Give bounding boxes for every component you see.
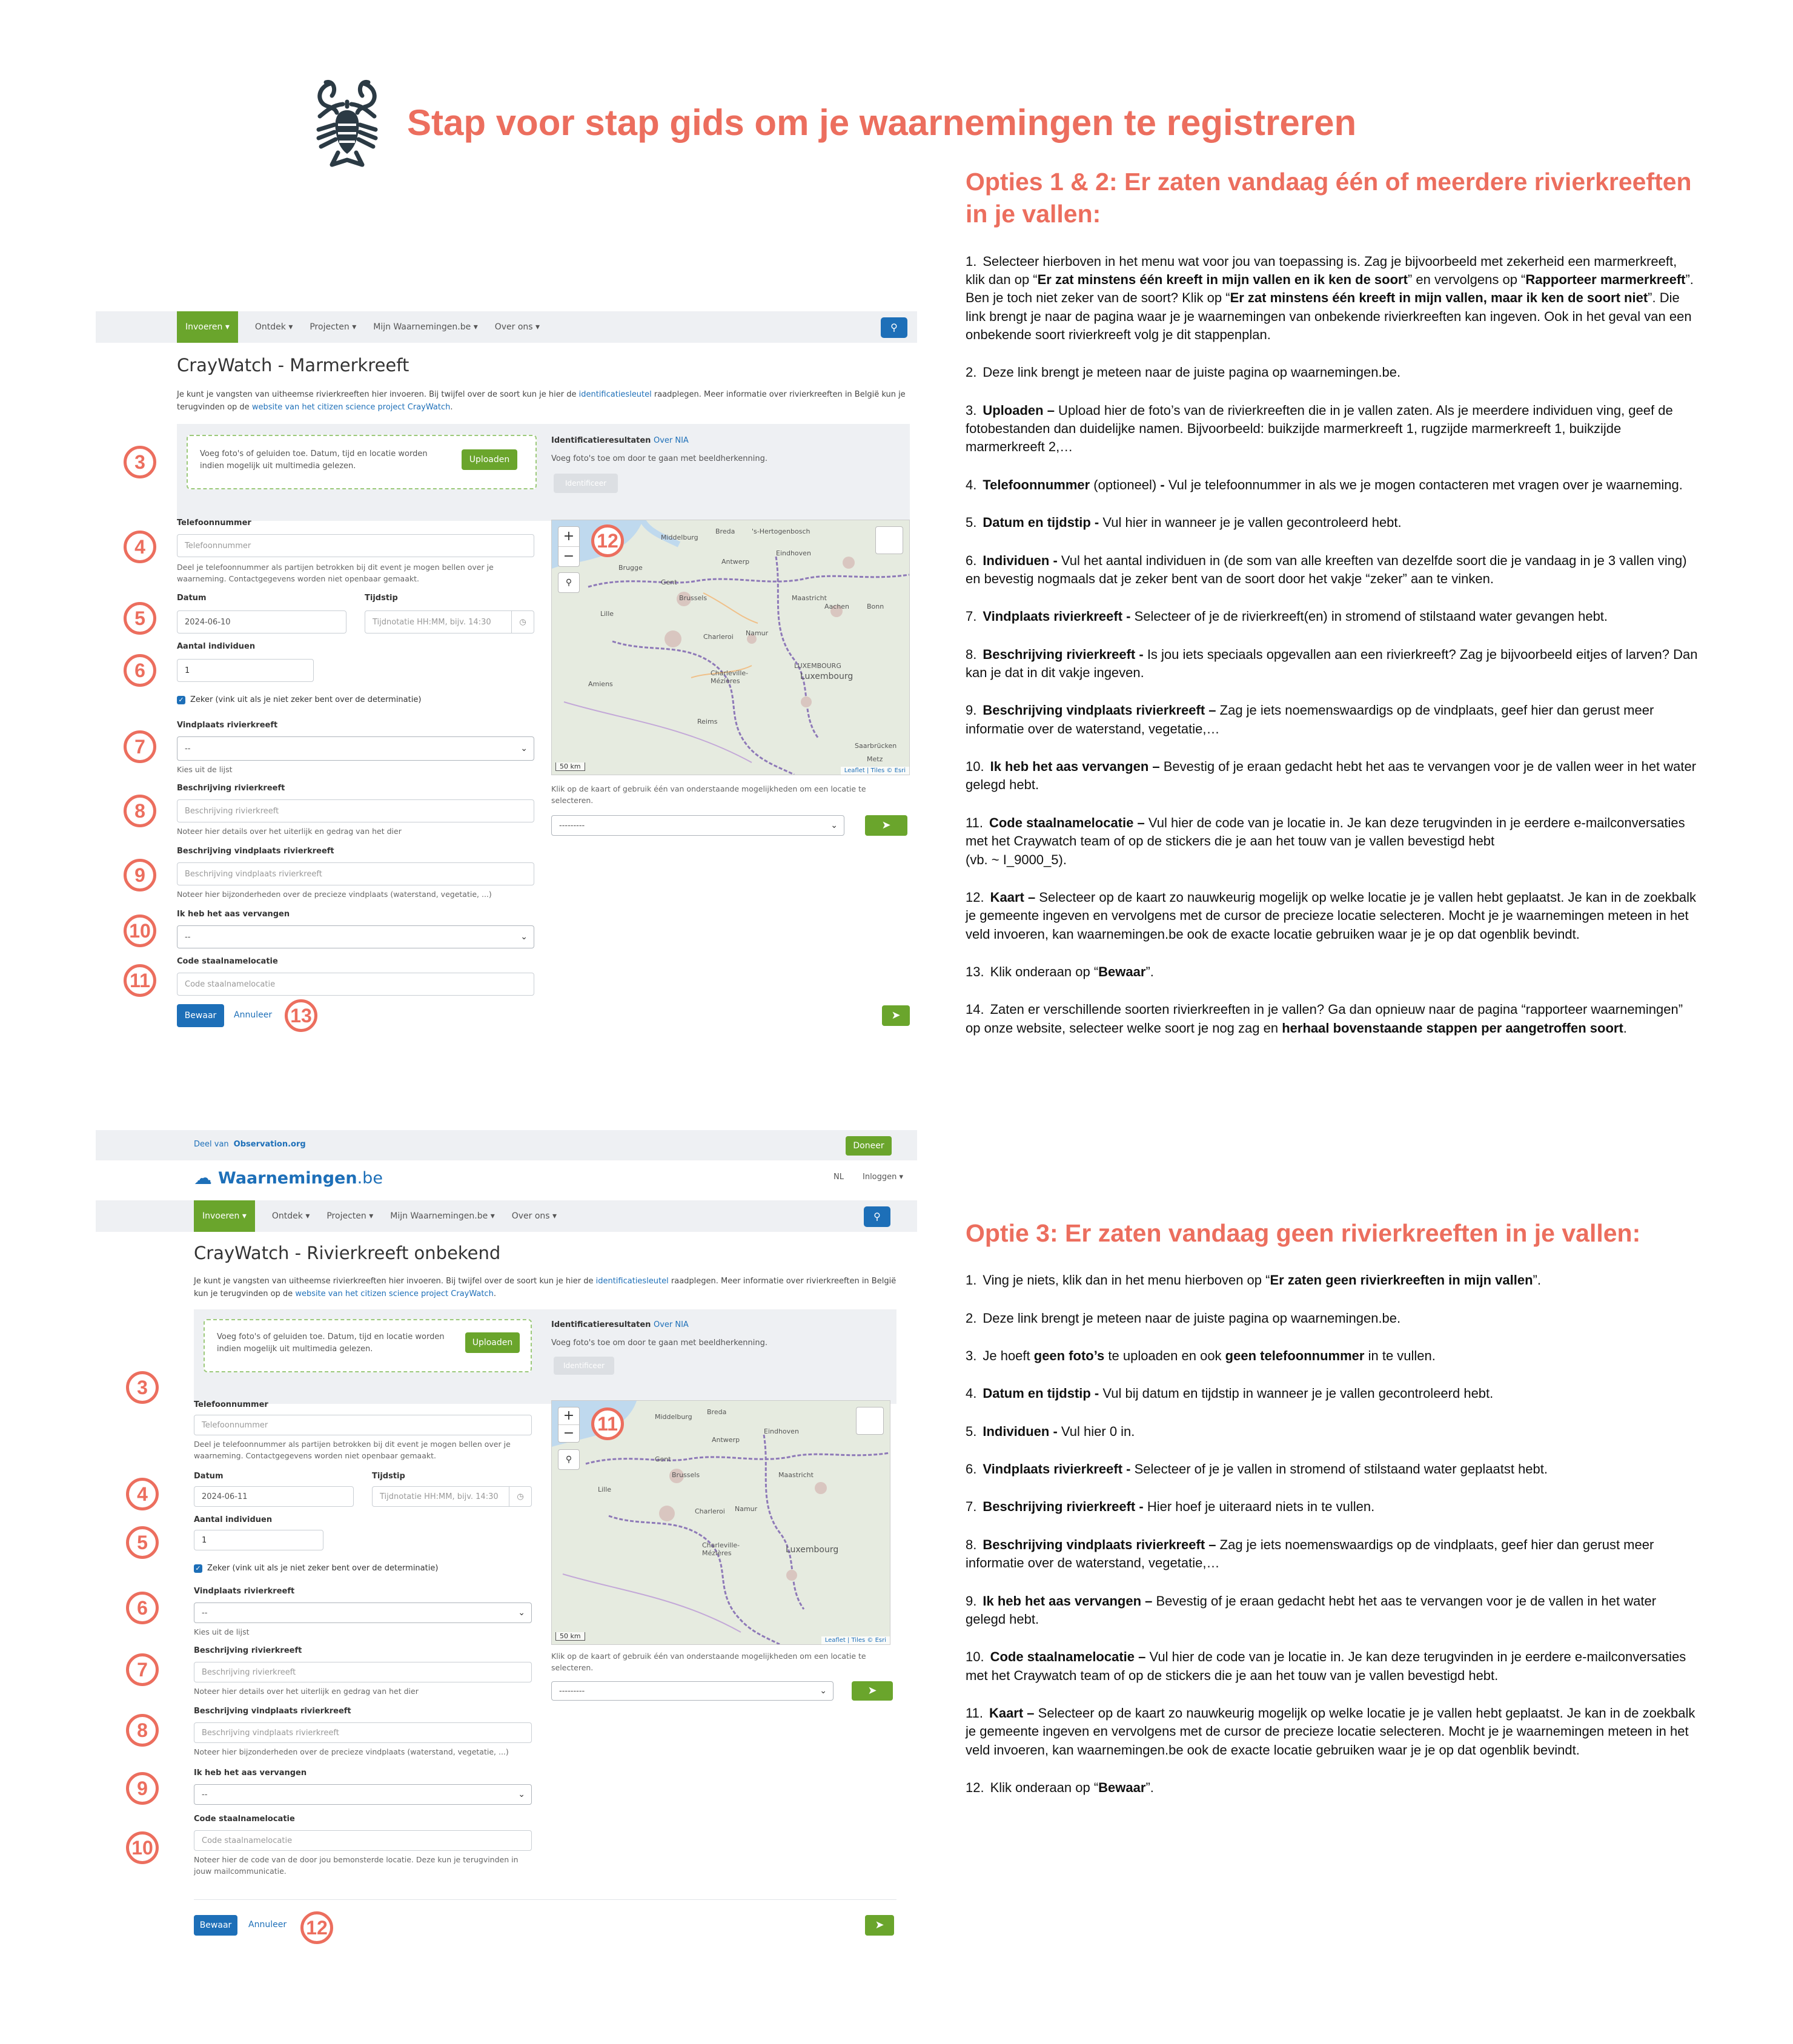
instruction-text: Deze link brengt je meteen naar de juiste pagina op waarnemingen.be. [983, 365, 1401, 380]
phone-help: Deel je telefoonnummer als partijen betrokken bij dit event je mogen bellen over je waarneming. Contactgegevens worden niet openbaar gemaakt. [194, 1440, 511, 1460]
desc-label: Beschrijving rivierkreeft [194, 1646, 302, 1655]
instruction-number: 8. [966, 646, 977, 662]
intro-text [177, 389, 910, 414]
identification-key-link[interactable]: identificatiesleutel [595, 1277, 669, 1286]
chevron-down-icon: ⌄ [520, 932, 528, 942]
step-badge: 9 [126, 1772, 159, 1805]
observation-org-link[interactable]: Observation.org [233, 1140, 306, 1149]
location-arrow-icon[interactable]: ➤ [852, 1681, 893, 1701]
step-badge: 12 [300, 1911, 333, 1944]
step-badge: 6 [124, 654, 156, 687]
map-label: Middelburg [661, 534, 698, 541]
map-attribution[interactable]: Leaflet | Tiles © Esri [841, 767, 909, 775]
instruction-item [966, 1536, 1700, 1573]
instruction-text: Code staalnamelocatie – Vul hier de code van je locatie in. Je kan deze terugvinden in je eerdere e-mailconversaties met het Craywatch team of op de stickers die je aan het touw van je vallen bevestigd hebt (vb. ~ I_9000_5). [966, 815, 1685, 867]
map-attribution[interactable]: Leaflet | Tiles © Esri [821, 1636, 890, 1644]
instruction-number: 8. [966, 1536, 977, 1552]
instruction-text: Ik heb het aas vervangen – Bevestig of je eraan gedacht hebt het aas te vervangen voor je de vallen weer in het water gelegd hebt. [966, 759, 1697, 793]
zoom-control [558, 1407, 580, 1443]
intro-text [194, 1275, 896, 1301]
sure-label: Zeker (vink uit als je niet zeker bent over de determinatie) [207, 1564, 439, 1573]
instruction-number: 1. [966, 253, 977, 269]
map-label: Luxembourg [786, 1545, 839, 1555]
map-label: 's-Hertogenbosch [752, 528, 810, 535]
instruction-number: 12. [966, 889, 984, 905]
map-label: Breda [707, 1408, 727, 1416]
map-label: Luxembourg [800, 672, 853, 681]
upload-button[interactable]: Uploaden [462, 449, 517, 470]
code-label: Code staalnamelocatie [194, 1814, 295, 1824]
intro-part: raadplegen. Meer informatie over rivierkreeften in België kun je terugvinden op de [177, 390, 906, 412]
map-label: Namur [735, 1505, 758, 1513]
zoom-in-button[interactable]: + [558, 527, 579, 547]
step-badge: 4 [126, 1478, 159, 1510]
section-2-heading: Optie 3: Er zaten vandaag geen rivierkreeften in je vallen: [966, 1219, 1641, 1247]
map-search-icon[interactable]: ⚲ [558, 572, 580, 593]
code-label: Code staalnamelocatie [177, 957, 278, 966]
step-badge: 3 [126, 1371, 159, 1404]
time-label: Tijdstip [372, 1472, 405, 1481]
instruction-item [966, 514, 1700, 532]
instruction-text: Individuen - Vul het aantal individuen in (de som van alle kreeften van dezelfde soort die je vandaag in je 3 vallen ving) en bevestig nogmaals dat je zeker bent van de soort door het vakje “zeker” aan te vinken. [966, 552, 1687, 586]
instruction-item [966, 1460, 1700, 1478]
instruction-number: 3. [966, 402, 977, 418]
instruction-number: 12. [966, 1780, 984, 1796]
step-badge: 7 [124, 730, 156, 763]
intro-part: Je kunt je vangsten van uitheemse rivierkreeften hier invoeren. Bij twijfel over de soort kun je hier de [194, 1277, 596, 1286]
site-help: Kies uit de lijst [194, 1627, 250, 1636]
phone-label: Telefoonnummer [194, 1400, 268, 1409]
divider [194, 1899, 896, 1900]
instruction-number: 2. [966, 365, 977, 380]
instruction-item [966, 402, 1700, 457]
form-title: CrayWatch - Rivierkreeft onbekend [194, 1243, 501, 1263]
sitedesc-help: Noteer hier bijzonderheden over de precieze vindplaats (waterstand, vegetatie, ...) [177, 890, 492, 899]
donate-button[interactable]: Doneer [846, 1136, 892, 1156]
over-nia-link[interactable]: Over NIA [653, 1320, 689, 1329]
location-arrow-icon[interactable]: ➤ [882, 1005, 910, 1026]
instruction-item [966, 701, 1700, 738]
chevron-down-icon: ⌄ [830, 821, 838, 830]
chevron-down-icon: ⌄ [518, 1790, 525, 1799]
crayfish-icon [308, 78, 386, 168]
instruction-text: Code staalnamelocatie – Vul hier de code van je locatie in. Je kan deze terugvinden in je eerdere e-mailconversaties met het Craywatch team of op de stickers die je aan het touw van je vallen bevestigd hebt. [966, 1649, 1686, 1683]
site-select-value: -- [185, 744, 191, 753]
time-input[interactable] [365, 610, 534, 633]
nav-over-ons[interactable]: Over ons ▾ [494, 322, 540, 332]
instruction-number: 6. [966, 552, 977, 568]
sitedesc-input[interactable]: Beschrijving vindplaats rivierkreeft [177, 862, 534, 885]
page-title: Stap voor stap gids om je waarnemingen te registreren [407, 102, 1357, 143]
map-label: Breda [715, 528, 735, 535]
instruction-text: Vindplaats rivierkreeft - Selecteer of je de rivierkreeft(en) in stromend of stilstaand water gevangen hebt. [983, 609, 1608, 624]
map-scale: 50 km [555, 1632, 585, 1641]
instruction-text: Klik onderaan op “Bewaar”. [990, 964, 1154, 979]
date-input[interactable]: 2024-06-10 [177, 610, 346, 633]
instruction-text: Datum en tijdstip - Vul hier in wanneer je je vallen gecontroleerd hebt. [983, 515, 1402, 531]
nav-mijn-waarnemingen[interactable]: Mijn Waarnemingen.be ▾ [373, 322, 478, 332]
chevron-down-icon: ⌄ [820, 1686, 827, 1696]
instruction-item [966, 1779, 1700, 1797]
ident-heading [551, 1320, 689, 1329]
nav-projecten[interactable]: Projecten ▾ [326, 1211, 374, 1221]
phone-input[interactable]: Telefoonnummer [194, 1415, 532, 1435]
desc-help: Noteer hier details over het uiterlijk en gedrag van het dier [177, 827, 402, 836]
part-of-text: Deel van [194, 1140, 229, 1149]
instruction-item [966, 814, 1700, 869]
navbar [96, 311, 917, 343]
sure-label: Zeker (vink uit als je niet zeker bent over de determinatie) [190, 695, 422, 704]
chevron-down-icon: ⌄ [518, 1608, 525, 1618]
layers-icon[interactable] [856, 1407, 884, 1435]
brand-tld: .be [357, 1169, 383, 1188]
instruction-number: 5. [966, 515, 977, 531]
instruction-item [966, 476, 1700, 494]
chevron-down-icon: ⌄ [520, 744, 528, 753]
instruction-number: 11. [966, 815, 983, 830]
instruction-item [966, 607, 1700, 626]
nav-projecten[interactable]: Projecten ▾ [310, 322, 357, 332]
desc-input[interactable]: Beschrijving rivierkreeft [194, 1662, 532, 1682]
site-help: Kies uit de lijst [177, 765, 233, 774]
instruction-text: Telefoonnummer (optioneel) - Vul je telefoonnummer in als we je mogen contacteren met vragen over je waarneming. [983, 477, 1683, 492]
site-select-value: -- [202, 1608, 208, 1618]
step-badge: 8 [126, 1714, 159, 1747]
date-label: Datum [194, 1472, 224, 1481]
map-label: Brussels [679, 594, 708, 602]
search-icon[interactable]: ⚲ [881, 317, 907, 338]
step-badge: 6 [126, 1592, 159, 1624]
instruction-text: Beschrijving vindplaats rivierkreeft – Zag je iets noemenswaardigs op de vindplaats, geef hier dan gerust meer informatie over de waterstand, vegetatie,… [966, 1536, 1654, 1571]
ident-heading-text: Identificatieresultaten [551, 436, 651, 445]
time-placeholder: Tijdnotatie HH:MM, bijv. 14:30 [380, 1492, 499, 1501]
map-label: Middelburg [655, 1413, 692, 1421]
nav-invoeren[interactable]: Invoeren ▾ [177, 311, 238, 343]
instruction-number: 4. [966, 1386, 977, 1401]
instructions-section-2 [966, 1217, 1700, 1816]
clock-icon[interactable]: ◷ [509, 1487, 531, 1506]
map-help: Klik op de kaart of gebruik één van onderstaande mogelijkheden om een locatie te selecteren. [551, 784, 866, 805]
instruction-item [966, 363, 1700, 382]
sitedesc-label: Beschrijving vindplaats rivierkreeft [194, 1707, 351, 1716]
instruction-number: 10. [966, 1649, 984, 1665]
instruction-text: Individuen - Vul hier 0 in. [983, 1423, 1135, 1439]
intro-part: Je kunt je vangsten van uitheemse rivierkreeften hier invoeren. Bij twijfel over de soort kun je hier de [177, 390, 579, 399]
map-label: Maastricht [778, 1471, 814, 1479]
instruction-item [966, 552, 1700, 589]
checkbox-checked-icon[interactable]: ✓ [177, 696, 185, 704]
instruction-text: Je hoeft geen foto’s te uploaden en ook geen telefoonnummer in te vullen. [983, 1348, 1436, 1364]
map-label: Maastricht [792, 594, 827, 602]
instructions-section-1 [966, 166, 1700, 1057]
instruction-text: Uploaden – Upload hier de foto’s van de rivierkreeften die in je vallen zaten. Als je meerdere individuen ving, geef de fotobestanden dan duidelijke namen. Bijvoorbeeld: buikzijde marmerkreeft 1, rugzijde marmerkreeft 1, buikzijde marmerkreeft 2,… [966, 402, 1673, 455]
step-badge: 10 [124, 915, 156, 947]
map-label: Charleroi [695, 1507, 725, 1515]
instruction-number: 13. [966, 964, 984, 979]
instruction-item [966, 1423, 1700, 1441]
map-label: Gent [661, 578, 677, 586]
cloud-icon: ☁ [194, 1168, 212, 1189]
location-arrow-icon[interactable]: ➤ [865, 1915, 894, 1936]
ident-heading-text: Identificatieresultaten [551, 1320, 651, 1329]
map-label: Eindhoven [776, 549, 811, 557]
instruction-text: Zaten er verschillende soorten rivierkreeften in je vallen? Ga dan opnieuw naar de pagina “rapporteer waarnemingen” op onze website, selecteer welke soort je nog zag en herhaal bovenstaande stappen per aangetroffen soort. [966, 1002, 1683, 1036]
step-badge: 7 [126, 1653, 159, 1686]
time-placeholder: Tijdnotatie HH:MM, bijv. 14:30 [373, 617, 491, 627]
map-label: Eindhoven [764, 1427, 799, 1435]
count-label: Aantal individuen [194, 1515, 273, 1524]
zoom-control [558, 526, 580, 567]
cancel-link[interactable]: Annuleer [248, 1920, 287, 1930]
site-label: Vindplaats rivierkreeft [177, 721, 278, 730]
cancel-link[interactable]: Annuleer [234, 1010, 273, 1020]
identify-button[interactable]: Identificeer [554, 1357, 614, 1375]
instruction-number: 9. [966, 703, 977, 718]
sitedesc-input[interactable]: Beschrijving vindplaats rivierkreeft [194, 1722, 532, 1743]
instruction-number: 7. [966, 1499, 977, 1515]
login-menu[interactable]: Inloggen ▾ [863, 1172, 904, 1182]
count-input[interactable]: 1 [194, 1530, 323, 1550]
intro-part: . [493, 1289, 496, 1298]
instruction-text: Beschrijving vindplaats rivierkreeft – Zag je iets noemenswaardigs op de vindplaats, geef hier dan gerust meer informatie over de waterstand, vegetatie,… [966, 703, 1654, 736]
instruction-number: 11. [966, 1705, 983, 1721]
code-input[interactable]: Code staalnamelocatie [194, 1830, 532, 1851]
map-label: LUXEMBOURG [794, 662, 841, 670]
instruction-text: Ving je niets, klik dan in het menu hierboven op “Er zaten geen rivierkreeften in mijn vallen”. [983, 1272, 1541, 1288]
language-selector[interactable]: NL [834, 1172, 844, 1182]
instruction-number: 9. [966, 1593, 977, 1609]
step-badge: 5 [126, 1526, 159, 1559]
map-label: Aachen [824, 603, 850, 610]
instruction-text: Kaart – Selecteer op de kaart zo nauwkeurig mogelijk op welke locatie je je vallen hebt geplaatst. Je kan in de zoekbalk je gemeente ingeven en vervolgens met de cursor de precieze locatie selecteren. Mocht je je waarnemingen meteen in het veld invoeren, kan waarnemingen.be ook de exacte locatie gebruiken waar je je op dat ogenblik bevindt. [966, 1705, 1695, 1758]
step-badge: 13 [285, 999, 317, 1032]
instruction-text: Kaart – Selecteer op de kaart zo nauwkeurig mogelijk op welke locatie je je vallen hebt geplaatst. Je kan in de zoekbalk je gemeente ingeven en vervolgens met de cursor de precieze locatie selecteren. Mocht je je waarnemingen meteen in het veld invoeren, kan waarnemingen.be ook de exacte locatie gebruiken waar je je op dat ogenblik bevindt. [966, 889, 1697, 942]
map-label: Gent [655, 1455, 671, 1463]
nav-ontdek[interactable]: Ontdek ▾ [271, 1211, 310, 1221]
instruction-item [966, 963, 1700, 981]
instruction-number: 2. [966, 1310, 977, 1326]
ident-text: Voeg foto's toe om door te gaan met beeldherkenning. [551, 1338, 767, 1348]
instruction-text: Vindplaats rivierkreeft - Selecteer of je je vallen in stromend of stilstaand water geplaatst hebt. [983, 1461, 1548, 1477]
sure-checkbox[interactable] [177, 695, 421, 704]
nav-invoeren[interactable]: Invoeren ▾ [194, 1200, 255, 1232]
bait-select-value: -- [185, 932, 191, 942]
instruction-text: Datum en tijdstip - Vul bij datum en tijdstip in wanneer je je vallen gecontroleerd hebt. [983, 1386, 1494, 1401]
sure-checkbox[interactable] [194, 1564, 438, 1573]
search-icon[interactable]: ⚲ [864, 1206, 890, 1227]
step-badge: 10 [126, 1831, 159, 1864]
instruction-number: 3. [966, 1348, 977, 1364]
instruction-text: Deze link brengt je meteen naar de juiste pagina op waarnemingen.be. [983, 1310, 1401, 1326]
instruction-item [966, 1648, 1700, 1685]
time-label: Tijdstip [365, 594, 398, 603]
screenshot-marmerkreeft-form [96, 311, 917, 1038]
desc-help: Noteer hier details over het uiterlijk en gedrag van het dier [194, 1687, 419, 1696]
step-badge: 8 [124, 795, 156, 827]
map-label: Charleroi [703, 633, 734, 641]
count-label: Aantal individuen [177, 642, 256, 651]
location-arrow-icon[interactable]: ➤ [865, 815, 907, 836]
instruction-list-1 [966, 253, 1700, 1037]
brand-logo[interactable] [194, 1168, 383, 1189]
instruction-text: Selecteer hierboven in het menu wat voor jou van toepassing is. Zag je bijvoorbeeld met zekerheid een marmerkreeft, klik dan op “Er zat minstens één kreeft in mijn vallen en ik ken de soort” en vervolgens op “Rapporteer marmerkreeft”. Ben je toch niet zeker van de soort? Klik op “Er zat minstens één kreeft in mijn vallen, maar ik ken de soort niet”. Die link brengt je naar de pagina waar je je waarnemingen van onbekende rivierkreeften kan ingeven. Ook in het geval van een onbekende soort rivierkreeft volg je dit stappenplan. [966, 253, 1694, 343]
instruction-item [966, 1498, 1700, 1516]
instruction-list-2 [966, 1271, 1700, 1797]
map-label: Brugge [618, 564, 643, 572]
code-help: Noteer hier de code van de door jou bemonsterde locatie. Deze kun je terugvinden in jouw mailcommunicatie. [194, 1855, 519, 1876]
step-badge: 5 [124, 602, 156, 635]
map-label: Charleville-Mézières [702, 1541, 740, 1557]
instruction-item [966, 1271, 1700, 1289]
navbar [96, 1200, 917, 1232]
phone-help: Deel je telefoonnummer als partijen betrokken bij dit event je mogen bellen over je waarneming. Contactgegevens worden niet openbaar gemaakt. [177, 563, 494, 583]
date-label: Datum [177, 594, 207, 603]
nav-mijn-waarnemingen[interactable]: Mijn Waarnemingen.be ▾ [390, 1211, 495, 1221]
ident-text: Voeg foto's toe om door te gaan met beeldherkenning. [551, 454, 767, 463]
instruction-item [966, 1001, 1700, 1037]
ident-heading [551, 436, 689, 445]
upload-button[interactable]: Uploaden [465, 1332, 520, 1353]
count-input[interactable]: 1 [177, 659, 314, 682]
map-label: Antwerp [712, 1436, 740, 1444]
bait-label: Ik heb het aas vervangen [194, 1768, 307, 1778]
map-help: Klik op de kaart of gebruik één van onderstaande mogelijkheden om een locatie te selecteren. [551, 1652, 866, 1672]
bait-label: Ik heb het aas vervangen [177, 910, 290, 919]
over-nia-link[interactable]: Over NIA [653, 436, 689, 445]
step-badge: 4 [124, 531, 156, 563]
instruction-number: 5. [966, 1423, 977, 1439]
site-label: Vindplaats rivierkreeft [194, 1587, 295, 1596]
map[interactable] [551, 520, 910, 775]
location-select[interactable] [551, 1681, 834, 1701]
location-select-value: --------- [559, 1686, 585, 1696]
map-label: Lille [600, 610, 614, 618]
instruction-item [966, 646, 1700, 683]
instruction-number: 14. [966, 1002, 984, 1017]
instruction-item [966, 1347, 1700, 1365]
identify-button[interactable]: Identificeer [554, 474, 618, 493]
map-label: Metz [867, 755, 883, 763]
map-label: Bonn [867, 603, 884, 610]
save-button[interactable]: Bewaar [194, 1915, 237, 1936]
section-1-heading: Opties 1 & 2: Er zaten vandaag één of meerdere rivierkreeften in je vallen: [966, 168, 1692, 228]
map-scale: 50 km [555, 762, 585, 771]
step-badge: 9 [124, 859, 156, 891]
instruction-item [966, 1384, 1700, 1403]
instruction-text: Beschrijving rivierkreeft - Is jou iets speciaals opgevallen aan een rivierkreeft? Zag je bijvoorbeeld eitjes of larven? Dan kan je dat in dit vakje ingeven. [966, 646, 1698, 680]
map-label: Amiens [588, 680, 613, 688]
map-search-icon[interactable]: ⚲ [558, 1449, 580, 1470]
instruction-number: 4. [966, 477, 977, 492]
save-button[interactable]: Bewaar [177, 1004, 224, 1027]
step-badge: 11 [591, 1407, 624, 1440]
part-of [194, 1140, 306, 1149]
instruction-text: Klik onderaan op “Bewaar”. [990, 1780, 1154, 1796]
date-input[interactable]: 2024-06-11 [194, 1486, 354, 1507]
instruction-item [966, 253, 1700, 345]
instruction-item [966, 888, 1700, 944]
craywatch-website-link[interactable]: website van het citizen science project CrayWatch [295, 1289, 494, 1298]
instruction-item [966, 1309, 1700, 1328]
step-badge: 11 [124, 964, 156, 997]
nav-over-ons[interactable]: Over ons ▾ [511, 1211, 557, 1221]
desc-label: Beschrijving rivierkreeft [177, 784, 285, 793]
instruction-number: 10. [966, 759, 984, 775]
map-label: Reims [697, 718, 718, 726]
screenshot-rivierkreeft-onbekend-form [96, 1130, 917, 1945]
instruction-item [966, 1704, 1700, 1759]
map-label: Antwerp [721, 558, 750, 566]
map-label: Saarbrücken [855, 742, 897, 750]
location-select-value: --------- [559, 821, 585, 830]
checkbox-checked-icon[interactable]: ✓ [194, 1564, 202, 1573]
phone-label: Telefoonnummer [177, 518, 251, 528]
zoom-out-button[interactable]: − [563, 549, 575, 564]
intro-part: raadplegen. Meer informatie over rivierkreeften in België kun je terugvinden op de [194, 1277, 896, 1298]
bait-select[interactable] [194, 1784, 532, 1805]
instruction-number: 1. [966, 1272, 977, 1288]
instruction-number: 6. [966, 1461, 977, 1477]
sitedesc-help: Noteer hier bijzonderheden over de precieze vindplaats (waterstand, vegetatie, ...) [194, 1747, 509, 1756]
time-input[interactable] [372, 1486, 532, 1507]
step-badge: 3 [124, 446, 156, 478]
upload-text: Voeg foto's of geluiden toe. Datum, tijd en locatie worden indien mogelijk uit multimedia gelezen. [217, 1332, 445, 1354]
zoom-in-button[interactable]: + [558, 1407, 579, 1425]
craywatch-website-link[interactable]: website van het citizen science project CrayWatch [251, 402, 451, 412]
clock-icon[interactable]: ◷ [511, 611, 534, 633]
map-label: Brussels [672, 1471, 700, 1479]
map-label: Namur [746, 629, 769, 637]
instruction-text: Ik heb het aas vervangen – Bevestig of je eraan gedacht hebt het aas te vervangen voor je de vallen in het water gelegd hebt. [966, 1593, 1657, 1627]
layers-icon[interactable] [875, 526, 903, 554]
step-badge: 12 [591, 524, 624, 557]
site-select[interactable] [194, 1602, 532, 1623]
map-label: Charleville-Mézières [711, 669, 749, 685]
brand-name: Waarnemingen [218, 1169, 357, 1188]
instruction-item [966, 1592, 1700, 1629]
instruction-item [966, 758, 1700, 795]
desc-input[interactable]: Beschrijving rivierkreeft [177, 799, 534, 822]
site-select[interactable] [177, 736, 534, 761]
identification-key-link[interactable]: identificatiesleutel [578, 390, 652, 399]
form-title: CrayWatch - Marmerkreeft [177, 355, 409, 375]
nav-ontdek[interactable]: Ontdek ▾ [254, 322, 293, 332]
intro-part: . [450, 402, 453, 412]
zoom-out-button[interactable]: − [563, 1426, 575, 1441]
location-select[interactable] [551, 815, 844, 836]
bait-select[interactable] [177, 925, 534, 948]
upload-text: Voeg foto's of geluiden toe. Datum, tijd en locatie worden indien mogelijk uit multimedia gelezen. [200, 449, 428, 471]
instruction-number: 7. [966, 609, 977, 624]
phone-input[interactable]: Telefoonnummer [177, 534, 534, 557]
map-label: Lille [598, 1486, 612, 1493]
bait-select-value: -- [202, 1790, 208, 1799]
instruction-text: Beschrijving rivierkreeft - Hier hoef je uiteraard niets in te vullen. [983, 1499, 1375, 1515]
code-input[interactable]: Code staalnamelocatie [177, 973, 534, 996]
sitedesc-label: Beschrijving vindplaats rivierkreeft [177, 847, 334, 856]
